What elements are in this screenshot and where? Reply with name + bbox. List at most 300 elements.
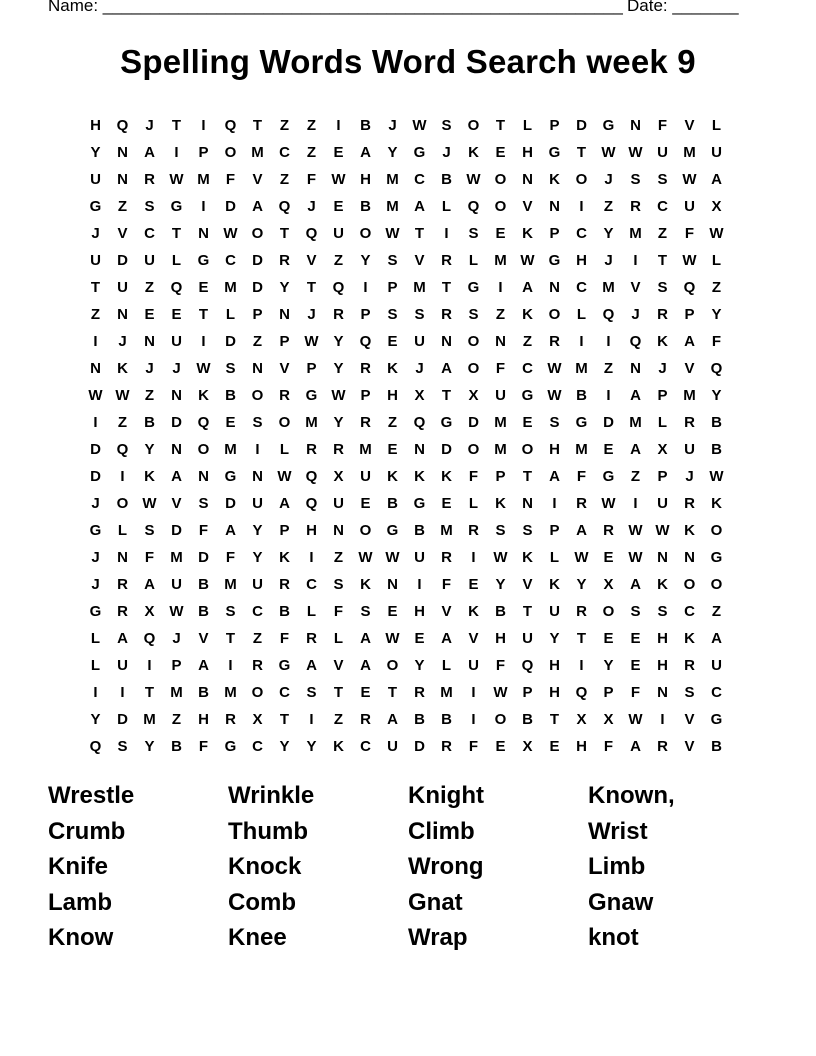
grid-letter[interactable]: K [387, 360, 398, 377]
grid-letter[interactable]: D [576, 117, 587, 134]
grid-letter[interactable]: S [522, 522, 533, 539]
grid-letter[interactable]: O [683, 576, 696, 593]
grid-letter[interactable]: M [575, 441, 588, 458]
grid-letter[interactable]: N [171, 387, 182, 404]
grid-letter[interactable]: W [466, 171, 481, 188]
grid-letter[interactable]: Q [521, 657, 534, 674]
grid-letter[interactable]: P [360, 306, 371, 323]
grid-letter[interactable]: R [630, 198, 641, 215]
grid-letter[interactable]: T [387, 684, 398, 701]
grid-letter[interactable]: B [414, 711, 425, 728]
grid-letter[interactable]: R [117, 576, 128, 593]
grid-letter[interactable]: T [522, 468, 533, 485]
grid-letter[interactable]: Q [467, 198, 480, 215]
grid-letter[interactable]: S [657, 171, 668, 188]
grid-letter[interactable]: B [198, 603, 209, 620]
grid-letter[interactable]: E [387, 333, 398, 350]
grid-letter[interactable]: D [171, 522, 182, 539]
grid-letter[interactable]: X [252, 711, 263, 728]
grid-letter[interactable]: U [117, 279, 128, 296]
grid-letter[interactable]: K [468, 144, 479, 161]
grid-letter[interactable]: Y [333, 414, 344, 431]
grid-letter[interactable]: N [387, 576, 398, 593]
grid-letter[interactable]: E [387, 603, 398, 620]
grid-letter[interactable]: W [169, 171, 184, 188]
grid-letter[interactable]: C [576, 225, 587, 242]
grid-letter[interactable]: H [549, 684, 560, 701]
grid-letter[interactable]: N [549, 279, 560, 296]
grid-letter[interactable]: H [576, 252, 587, 269]
grid-letter[interactable]: B [144, 414, 155, 431]
grid-letter[interactable]: L [90, 657, 101, 674]
grid-letter[interactable]: G [170, 198, 183, 215]
grid-letter[interactable]: O [197, 441, 210, 458]
grid-letter[interactable]: S [252, 414, 263, 431]
grid-letter[interactable]: Q [683, 279, 696, 296]
grid-letter[interactable]: R [144, 171, 155, 188]
grid-letter[interactable]: D [468, 414, 479, 431]
grid-letter[interactable]: D [117, 711, 128, 728]
grid-letter[interactable]: F [225, 171, 236, 188]
grid-letter[interactable]: A [225, 522, 236, 539]
grid-letter[interactable]: J [388, 117, 397, 134]
grid-letter[interactable]: M [494, 441, 507, 458]
grid-letter[interactable]: E [603, 549, 614, 566]
grid-letter[interactable]: F [657, 117, 668, 134]
grid-letter[interactable]: W [628, 549, 643, 566]
grid-letter[interactable]: V [684, 711, 695, 728]
grid-letter[interactable]: P [522, 684, 533, 701]
grid-letter[interactable]: K [549, 576, 560, 593]
grid-letter[interactable]: E [333, 144, 344, 161]
grid-letter[interactable]: W [628, 144, 643, 161]
grid-letter[interactable]: O [359, 225, 372, 242]
grid-letter[interactable]: T [90, 279, 101, 296]
grid-letter[interactable]: N [171, 441, 182, 458]
grid-letter[interactable]: U [360, 468, 371, 485]
grid-letter[interactable]: E [225, 414, 236, 431]
grid-letter[interactable]: O [251, 387, 264, 404]
grid-letter[interactable]: V [441, 603, 452, 620]
grid-letter[interactable]: S [360, 603, 371, 620]
grid-letter[interactable]: G [710, 549, 723, 566]
grid-letter[interactable]: H [495, 630, 506, 647]
grid-letter[interactable]: X [333, 468, 344, 485]
grid-letter[interactable]: W [412, 117, 427, 134]
grid-letter[interactable]: N [657, 684, 668, 701]
grid-letter[interactable]: X [468, 387, 479, 404]
grid-letter[interactable]: Q [224, 117, 237, 134]
grid-letter[interactable]: T [279, 711, 290, 728]
grid-letter[interactable]: N [198, 225, 209, 242]
grid-letter[interactable]: Z [252, 630, 263, 647]
grid-letter[interactable]: F [468, 468, 479, 485]
grid-letter[interactable]: E [468, 576, 479, 593]
grid-letter[interactable]: B [576, 387, 587, 404]
grid-letter[interactable]: H [657, 630, 668, 647]
grid-letter[interactable]: I [201, 117, 206, 134]
grid-letter[interactable]: A [441, 630, 452, 647]
grid-letter[interactable]: K [198, 387, 209, 404]
grid-letter[interactable]: Y [279, 279, 290, 296]
grid-letter[interactable]: G [224, 738, 237, 755]
grid-letter[interactable]: M [224, 441, 237, 458]
grid-letter[interactable]: B [711, 414, 722, 431]
grid-letter[interactable]: Y [495, 576, 506, 593]
grid-letter[interactable]: W [547, 387, 562, 404]
grid-letter[interactable]: U [684, 198, 695, 215]
grid-letter[interactable]: D [198, 549, 209, 566]
grid-letter[interactable]: R [441, 306, 452, 323]
grid-letter[interactable]: Y [549, 630, 560, 647]
grid-letter[interactable]: L [117, 522, 128, 539]
grid-letter[interactable]: C [711, 684, 722, 701]
grid-letter[interactable]: K [387, 468, 398, 485]
grid-letter[interactable]: Y [387, 144, 398, 161]
grid-letter[interactable]: O [602, 603, 615, 620]
grid-letter[interactable]: J [415, 360, 424, 377]
grid-letter[interactable]: Q [116, 441, 129, 458]
grid-letter[interactable]: M [602, 279, 615, 296]
grid-letter[interactable]: Q [305, 495, 318, 512]
grid-letter[interactable]: O [710, 576, 723, 593]
grid-letter[interactable]: J [118, 333, 127, 350]
grid-letter[interactable]: Q [278, 198, 291, 215]
grid-letter[interactable]: I [120, 684, 125, 701]
grid-letter[interactable]: U [414, 549, 425, 566]
grid-letter[interactable]: Y [252, 522, 263, 539]
grid-letter[interactable]: S [441, 117, 452, 134]
grid-letter[interactable]: J [91, 495, 100, 512]
grid-letter[interactable]: A [144, 144, 155, 161]
grid-letter[interactable]: W [169, 603, 184, 620]
grid-letter[interactable]: S [144, 522, 155, 539]
grid-letter[interactable]: S [333, 576, 344, 593]
grid-letter[interactable]: R [468, 522, 479, 539]
grid-letter[interactable]: X [603, 711, 614, 728]
grid-letter[interactable]: K [414, 468, 425, 485]
grid-letter[interactable]: M [170, 549, 183, 566]
grid-letter[interactable]: J [145, 117, 154, 134]
grid-letter[interactable]: Z [306, 117, 317, 134]
grid-letter[interactable]: L [441, 198, 452, 215]
grid-letter[interactable]: U [252, 576, 263, 593]
grid-letter[interactable]: V [306, 252, 317, 269]
grid-letter[interactable]: O [359, 522, 372, 539]
grid-letter[interactable]: I [471, 711, 476, 728]
grid-letter[interactable]: A [684, 333, 695, 350]
grid-letter[interactable]: D [603, 414, 614, 431]
grid-letter[interactable]: L [279, 441, 290, 458]
grid-letter[interactable]: N [333, 522, 344, 539]
grid-letter[interactable]: L [522, 117, 533, 134]
grid-letter[interactable]: I [606, 387, 611, 404]
grid-letter[interactable]: X [144, 603, 155, 620]
grid-letter[interactable]: P [603, 684, 614, 701]
grid-letter[interactable]: A [117, 630, 128, 647]
grid-letter[interactable]: K [360, 576, 371, 593]
grid-letter[interactable]: F [144, 549, 155, 566]
grid-letter[interactable]: N [441, 333, 452, 350]
grid-letter[interactable]: I [444, 225, 449, 242]
grid-letter[interactable]: U [657, 144, 668, 161]
grid-letter[interactable]: V [279, 360, 290, 377]
grid-letter[interactable]: G [575, 414, 588, 431]
grid-letter[interactable]: T [144, 684, 155, 701]
grid-letter[interactable]: B [387, 495, 398, 512]
grid-letter[interactable]: M [683, 144, 696, 161]
grid-letter[interactable]: K [657, 576, 668, 593]
grid-letter[interactable]: W [682, 252, 697, 269]
grid-letter[interactable]: W [223, 225, 238, 242]
grid-letter[interactable]: J [172, 360, 181, 377]
grid-letter[interactable]: N [414, 441, 425, 458]
grid-letter[interactable]: R [360, 711, 371, 728]
grid-letter[interactable]: Z [144, 387, 155, 404]
grid-letter[interactable]: N [522, 495, 533, 512]
grid-letter[interactable]: R [657, 738, 668, 755]
grid-letter[interactable]: C [576, 279, 587, 296]
grid-letter[interactable]: Y [144, 738, 155, 755]
grid-letter[interactable]: F [225, 549, 236, 566]
grid-letter[interactable]: R [117, 603, 128, 620]
grid-letter[interactable]: U [333, 225, 344, 242]
grid-letter[interactable]: F [441, 576, 452, 593]
grid-letter[interactable]: S [630, 603, 641, 620]
grid-letter[interactable]: F [279, 630, 290, 647]
grid-letter[interactable]: W [709, 468, 724, 485]
grid-letter[interactable]: M [305, 414, 318, 431]
grid-letter[interactable]: S [306, 684, 317, 701]
grid-letter[interactable]: F [468, 738, 479, 755]
grid-letter[interactable]: Z [279, 117, 290, 134]
grid-letter[interactable]: A [576, 522, 587, 539]
grid-letter[interactable]: W [196, 360, 211, 377]
grid-letter[interactable]: U [414, 333, 425, 350]
grid-letter[interactable]: E [387, 441, 398, 458]
grid-letter[interactable]: B [441, 171, 452, 188]
grid-letter[interactable]: R [603, 522, 614, 539]
grid-letter[interactable]: Z [252, 333, 263, 350]
grid-letter[interactable]: G [413, 495, 426, 512]
grid-letter[interactable]: X [603, 576, 614, 593]
grid-letter[interactable]: L [171, 252, 182, 269]
grid-letter[interactable]: U [171, 333, 182, 350]
grid-letter[interactable]: O [224, 144, 237, 161]
grid-letter[interactable]: K [657, 333, 668, 350]
grid-letter[interactable]: Z [711, 279, 722, 296]
grid-letter[interactable]: H [387, 387, 398, 404]
grid-letter[interactable]: M [386, 198, 399, 215]
grid-letter[interactable]: T [441, 279, 452, 296]
grid-letter[interactable]: O [116, 495, 129, 512]
grid-letter[interactable]: B [360, 117, 371, 134]
grid-letter[interactable]: N [117, 171, 128, 188]
grid-letter[interactable]: N [522, 171, 533, 188]
grid-letter[interactable]: W [331, 171, 346, 188]
grid-letter[interactable]: J [91, 576, 100, 593]
grid-letter[interactable]: R [360, 360, 371, 377]
grid-letter[interactable]: C [657, 198, 668, 215]
grid-letter[interactable]: Z [279, 171, 290, 188]
grid-letter[interactable]: O [278, 414, 291, 431]
grid-letter[interactable]: W [547, 360, 562, 377]
grid-letter[interactable]: T [279, 225, 290, 242]
grid-letter[interactable]: T [414, 225, 425, 242]
grid-letter[interactable]: W [331, 387, 346, 404]
grid-letter[interactable]: I [93, 414, 98, 431]
grid-letter[interactable]: F [495, 360, 506, 377]
grid-letter[interactable]: K [549, 171, 560, 188]
grid-letter[interactable]: A [360, 657, 371, 674]
grid-letter[interactable]: I [309, 711, 314, 728]
grid-letter[interactable]: T [171, 117, 182, 134]
grid-letter[interactable]: W [493, 549, 508, 566]
grid-letter[interactable]: K [684, 630, 695, 647]
grid-letter[interactable]: N [252, 468, 263, 485]
grid-letter[interactable]: Y [252, 549, 263, 566]
grid-letter[interactable]: A [630, 738, 641, 755]
grid-letter[interactable]: E [495, 225, 506, 242]
grid-letter[interactable]: C [306, 576, 317, 593]
grid-letter[interactable]: J [172, 630, 181, 647]
grid-letter[interactable]: I [579, 657, 584, 674]
grid-letter[interactable]: O [467, 117, 480, 134]
grid-letter[interactable]: Y [360, 252, 371, 269]
grid-letter[interactable]: Y [90, 711, 101, 728]
grid-letter[interactable]: B [198, 576, 209, 593]
grid-letter[interactable]: T [495, 117, 506, 134]
grid-letter[interactable]: G [602, 117, 615, 134]
grid-letter[interactable]: K [279, 549, 290, 566]
grid-letter[interactable]: E [630, 630, 641, 647]
grid-letter[interactable]: Z [495, 306, 506, 323]
grid-letter[interactable]: K [468, 603, 479, 620]
grid-letter[interactable]: V [333, 657, 344, 674]
grid-letter[interactable]: A [711, 171, 722, 188]
grid-letter[interactable]: D [225, 333, 236, 350]
grid-letter[interactable]: S [144, 198, 155, 215]
grid-letter[interactable]: T [522, 603, 533, 620]
grid-letter[interactable]: T [576, 144, 587, 161]
grid-letter[interactable]: P [198, 144, 209, 161]
grid-letter[interactable]: R [684, 495, 695, 512]
grid-letter[interactable]: P [360, 387, 371, 404]
grid-letter[interactable]: E [495, 144, 506, 161]
grid-letter[interactable]: L [576, 306, 587, 323]
grid-letter[interactable]: Y [306, 738, 317, 755]
grid-letter[interactable]: H [414, 603, 425, 620]
grid-letter[interactable]: W [682, 171, 697, 188]
grid-letter[interactable]: T [576, 630, 587, 647]
grid-letter[interactable]: O [467, 360, 480, 377]
grid-letter[interactable]: I [93, 684, 98, 701]
grid-letter[interactable]: S [468, 306, 479, 323]
grid-letter[interactable]: H [657, 657, 668, 674]
grid-letter[interactable]: V [468, 630, 479, 647]
grid-letter[interactable]: R [333, 441, 344, 458]
grid-letter[interactable]: N [495, 333, 506, 350]
grid-letter[interactable]: G [278, 657, 291, 674]
grid-letter[interactable]: V [630, 279, 641, 296]
grid-letter[interactable]: Y [603, 225, 614, 242]
grid-letter[interactable]: M [224, 279, 237, 296]
grid-letter[interactable]: E [144, 306, 155, 323]
grid-letter[interactable]: Q [575, 684, 588, 701]
grid-letter[interactable]: M [629, 225, 642, 242]
grid-letter[interactable]: Q [170, 279, 183, 296]
grid-letter[interactable]: X [576, 711, 587, 728]
grid-letter[interactable]: U [144, 252, 155, 269]
grid-letter[interactable]: P [657, 387, 668, 404]
grid-letter[interactable]: Y [711, 387, 722, 404]
grid-letter[interactable]: U [171, 576, 182, 593]
grid-letter[interactable]: L [468, 252, 479, 269]
grid-letter[interactable]: M [170, 684, 183, 701]
grid-letter[interactable]: E [414, 630, 425, 647]
grid-letter[interactable]: V [684, 360, 695, 377]
grid-letter[interactable]: J [442, 144, 451, 161]
grid-letter[interactable]: A [252, 198, 263, 215]
grid-letter[interactable]: K [333, 738, 344, 755]
grid-letter[interactable]: N [198, 468, 209, 485]
grid-letter[interactable]: F [198, 738, 209, 755]
grid-letter[interactable]: J [307, 198, 316, 215]
grid-letter[interactable]: F [684, 225, 695, 242]
grid-letter[interactable]: B [225, 387, 236, 404]
grid-letter[interactable]: W [628, 522, 643, 539]
grid-letter[interactable]: W [358, 549, 373, 566]
grid-letter[interactable]: R [441, 549, 452, 566]
grid-letter[interactable]: Q [359, 333, 372, 350]
grid-letter[interactable]: R [441, 252, 452, 269]
grid-letter[interactable]: W [385, 549, 400, 566]
grid-letter[interactable]: T [657, 252, 668, 269]
grid-letter[interactable]: C [360, 738, 371, 755]
grid-letter[interactable]: W [601, 495, 616, 512]
grid-letter[interactable]: S [657, 603, 668, 620]
grid-letter[interactable]: K [522, 306, 533, 323]
grid-letter[interactable]: S [387, 306, 398, 323]
grid-letter[interactable]: F [603, 738, 614, 755]
grid-letter[interactable]: M [440, 522, 453, 539]
grid-letter[interactable]: O [494, 171, 507, 188]
grid-letter[interactable]: R [576, 495, 587, 512]
grid-letter[interactable]: L [90, 630, 101, 647]
grid-letter[interactable]: G [224, 468, 237, 485]
grid-letter[interactable]: P [657, 468, 668, 485]
grid-letter[interactable]: J [658, 360, 667, 377]
grid-letter[interactable]: Z [306, 144, 317, 161]
grid-letter[interactable]: I [579, 333, 584, 350]
grid-letter[interactable]: N [684, 549, 695, 566]
grid-letter[interactable]: R [279, 576, 290, 593]
grid-letter[interactable]: R [414, 684, 425, 701]
grid-letter[interactable]: P [252, 306, 263, 323]
grid-letter[interactable]: H [522, 144, 533, 161]
grid-letter[interactable]: V [414, 252, 425, 269]
grid-letter[interactable]: U [468, 657, 479, 674]
grid-letter[interactable]: M [359, 441, 372, 458]
grid-letter[interactable]: M [197, 171, 210, 188]
grid-letter[interactable]: S [225, 360, 236, 377]
grid-letter[interactable]: B [522, 711, 533, 728]
grid-letter[interactable]: Q [602, 306, 615, 323]
grid-letter[interactable]: Y [279, 738, 290, 755]
grid-letter[interactable]: A [711, 630, 722, 647]
grid-letter[interactable]: A [522, 279, 533, 296]
grid-letter[interactable]: F [333, 603, 344, 620]
